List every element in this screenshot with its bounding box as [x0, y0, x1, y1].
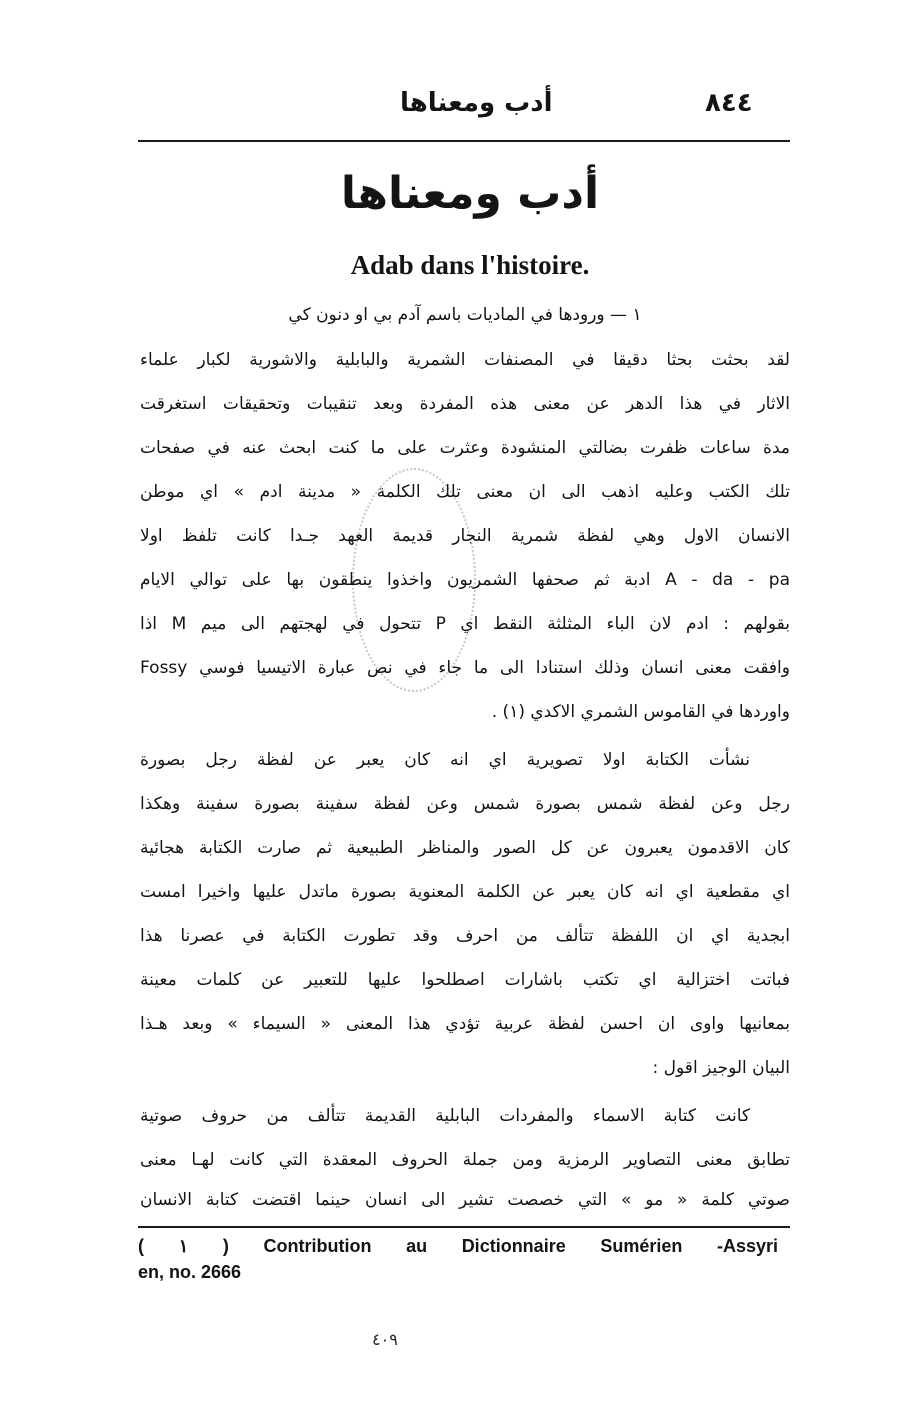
text-line: تلك الكتب وعليه اذهب الى ان معنى تلك الكلمة « مدينة ادم » اي موطن	[140, 482, 790, 502]
text-line: بمعانيها واوى ان احسن لفظة عربية تؤدي هذا المعنى « السيماء » وبعد هـذا	[140, 1014, 790, 1034]
text-line: لقد بحثت بحثا دقيقا في المصنفات الشمرية والبابلية والاشورية لكبار علماء	[140, 350, 790, 370]
text-line: صوتي كلمة « مو » التي خصصت تشير الى انسان حينما اقتضت كتابة الانسان	[140, 1190, 790, 1210]
latin-subtitle: Adab dans l'histoire.	[350, 250, 590, 280]
page-title: أدب ومعناها	[340, 168, 600, 219]
section-heading: ١ — ورودها في الماديات باسم آدم بي او دنون كي	[288, 305, 642, 325]
footnote-line: ( ١ ) Contribution au Dictionnaire Sumérien -Assyri	[138, 1236, 778, 1256]
text-line: نشأت الكتابة اولا تصويرية اي انه كان يعبر عن لفظة رجل بصورة	[140, 750, 750, 770]
page-number: ٨٤٤	[705, 88, 753, 118]
header-rule	[138, 140, 790, 142]
text-line: وافقت معنى انسان وذلك استنادا الى ما جاء في نص عبارة الاتيسيا فوسي Fossy	[140, 658, 790, 678]
text-line: اي مقطعية اي انه كان يعبر عن الكلمة المعنوية بصورة ماتدل عليها واخيرا امست	[140, 882, 790, 902]
text-line: رجل وعن لفظة شمس بصورة شمس وعن لفظة سفينة بصورة سفينة وهكذا	[140, 794, 790, 814]
text-line: كان الاقدمون يعبرون عن كل الصور والمناظر الطبيعية ثم صارت الكتابة هجائية	[140, 838, 790, 858]
text-line: الاثار في هذا الدهر عن معنى هذه المفردة وبعد تنقيبات وتحقيقات استغرقت	[140, 394, 790, 414]
text-line: بقولهم : ادم لان الباء المثلثة النقط اي P تتحول في لهجتهم الى ميم M اذا	[140, 614, 790, 634]
running-header	[130, 88, 790, 134]
text-line: البيان الوجيز اقول :	[652, 1058, 790, 1078]
text-line: تطابق معنى التصاوير الرمزية ومن جملة الحروف المعقدة التي كانت لهـا معنى	[140, 1150, 790, 1170]
text-line: فباتت اختزالية اي تكتب باشارات اصطلحوا عليها للتعبير عن كلمات معينة	[140, 970, 790, 990]
text-line: واوردها في القاموس الشمري الاكدي (١) .	[491, 702, 790, 722]
text-line: A - da - pa ادبة ثم صحفها الشمريون واخذوا ينطقون بها على توالي الايام	[140, 570, 790, 590]
running-title: أدب ومعناها	[400, 88, 553, 118]
footnote-line: en, no. 2666	[138, 1262, 242, 1282]
bottom-mark: ٤٠٩	[372, 1330, 398, 1349]
footnote-rule	[138, 1226, 790, 1228]
text-line: الانسان الاول وهي لفظة شمرية النجار قديمة العهد جـدا كانت تلفظ اولا	[140, 526, 790, 546]
text-line: ابجدية اي ان اللفظة تتألف من احرف وقد تطورت الكتابة في عصرنا هذا	[140, 926, 790, 946]
text-line: مدة ساعات ظفرت بضالتي المنشودة وعثرت على ما كنت ابحث عنه في صفحات	[140, 438, 790, 458]
text-line: كانت كتابة الاسماء والمفردات البابلية القديمة تتألف من حروف صوتية	[140, 1106, 750, 1126]
